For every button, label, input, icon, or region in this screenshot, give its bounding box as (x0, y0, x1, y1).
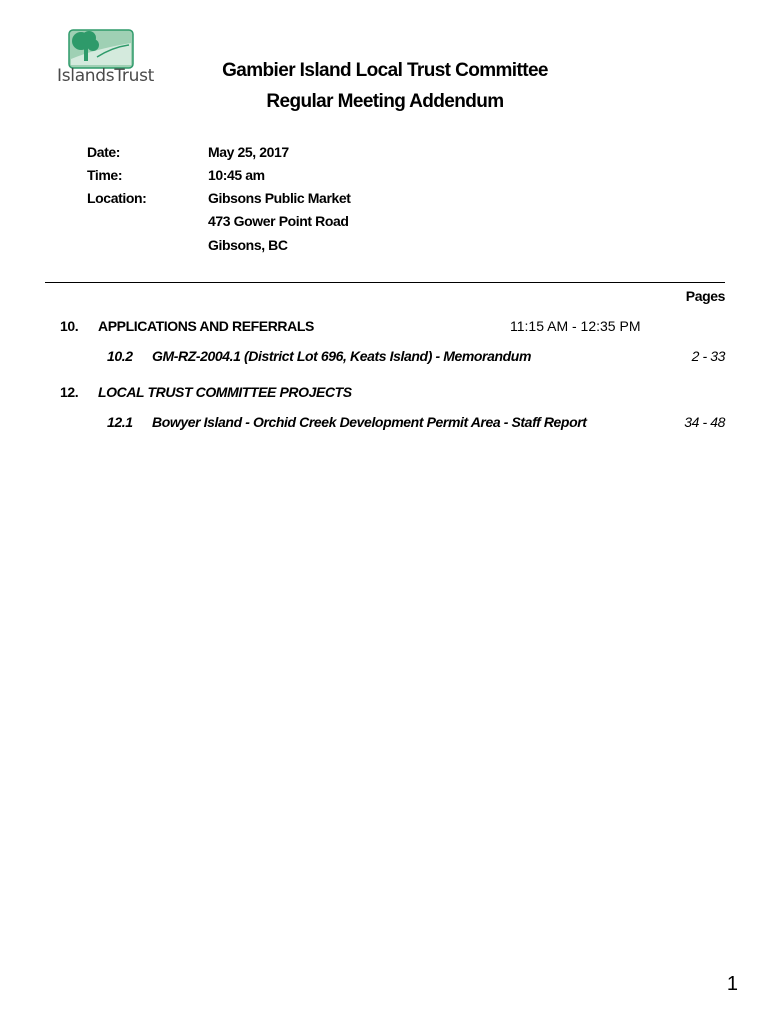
agenda-item-time: 11:15 AM - 12:35 PM (510, 318, 641, 334)
agenda-subitem-title[interactable]: GM-RZ-2004.1 (District Lot 696, Keats Island) - Memorandum (152, 348, 531, 364)
logo-text: IslandsTrust (57, 66, 155, 86)
agenda-subitem-title[interactable]: Bowyer Island - Orchid Creek Development Permit Area - Staff Report (152, 414, 587, 430)
location-label: Location: (87, 190, 147, 206)
date-label: Date: (87, 144, 121, 160)
agenda-subitem-pages: 34 - 48 (684, 414, 725, 430)
agenda-item-number: 12. (60, 384, 79, 400)
agenda-subitem-pages: 2 - 33 (691, 348, 725, 364)
agenda-item-title: LOCAL TRUST COMMITTEE PROJECTS (98, 384, 352, 400)
header-divider (45, 282, 725, 283)
location-line-1: Gibsons Public Market (208, 190, 351, 206)
page-number: 1 (726, 973, 738, 995)
page-title: Gambier Island Local Trust Committee (222, 60, 548, 81)
agenda-subitem-number: 10.2 (107, 348, 133, 364)
agenda-item-title: APPLICATIONS AND REFERRALS (98, 318, 314, 334)
pages-header: Pages (685, 288, 725, 304)
agenda-subitem-number: 12.1 (107, 414, 133, 430)
page-subtitle: Regular Meeting Addendum (266, 91, 504, 112)
location-line-2: 473 Gower Point Road (208, 213, 349, 229)
agenda-item-number: 10. (60, 318, 79, 334)
logo-tree-trunk (84, 45, 88, 61)
time-value: 10:45 am (208, 167, 265, 183)
time-label: Time: (87, 167, 123, 183)
location-line-3: Gibsons, BC (208, 237, 288, 253)
date-value: May 25, 2017 (208, 144, 289, 160)
